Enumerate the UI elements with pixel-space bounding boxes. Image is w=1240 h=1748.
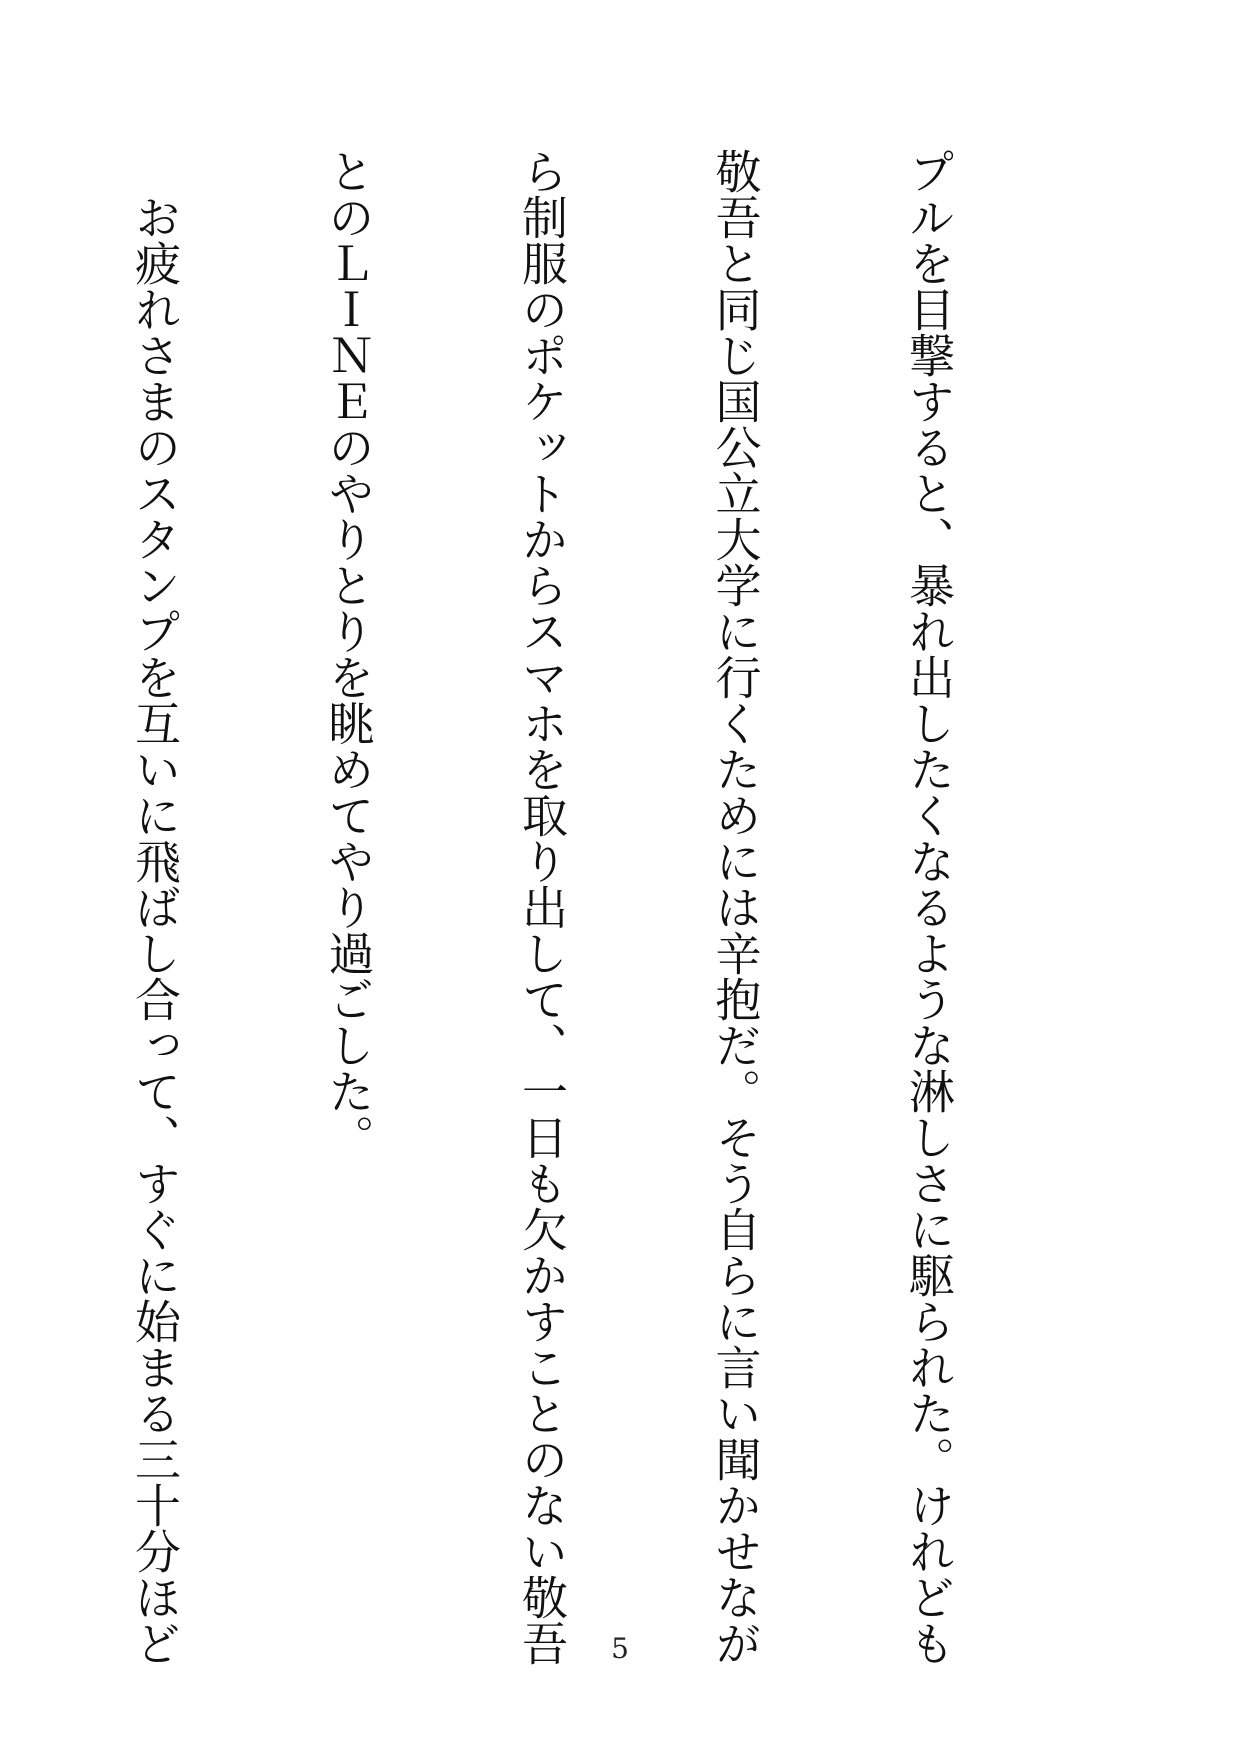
page-number: 5 [611, 1632, 629, 1665]
text-line-2: 敬吾と同じ国公立大学に行くためには辛抱だ。そう自らに言い聞かせなが [708, 148, 763, 1666]
text-line-4: とのＬＩＮＥのやりとりを眺めてやり過ごした。 [321, 148, 376, 1160]
text-line-3: ら制服のポケットからスマホを取り出して、一日も欠かすことのない敬吾 [515, 148, 569, 1666]
text-line-1: プルを目撃すると、暴れ出したくなるような淋しさに駆られた。けれども [902, 148, 956, 1666]
body-text [0, 148, 1090, 1666]
text-line-5: お疲れさまのスタンプを互いに飛ばし合って、すぐに始まる三十分ほど [128, 194, 182, 1666]
